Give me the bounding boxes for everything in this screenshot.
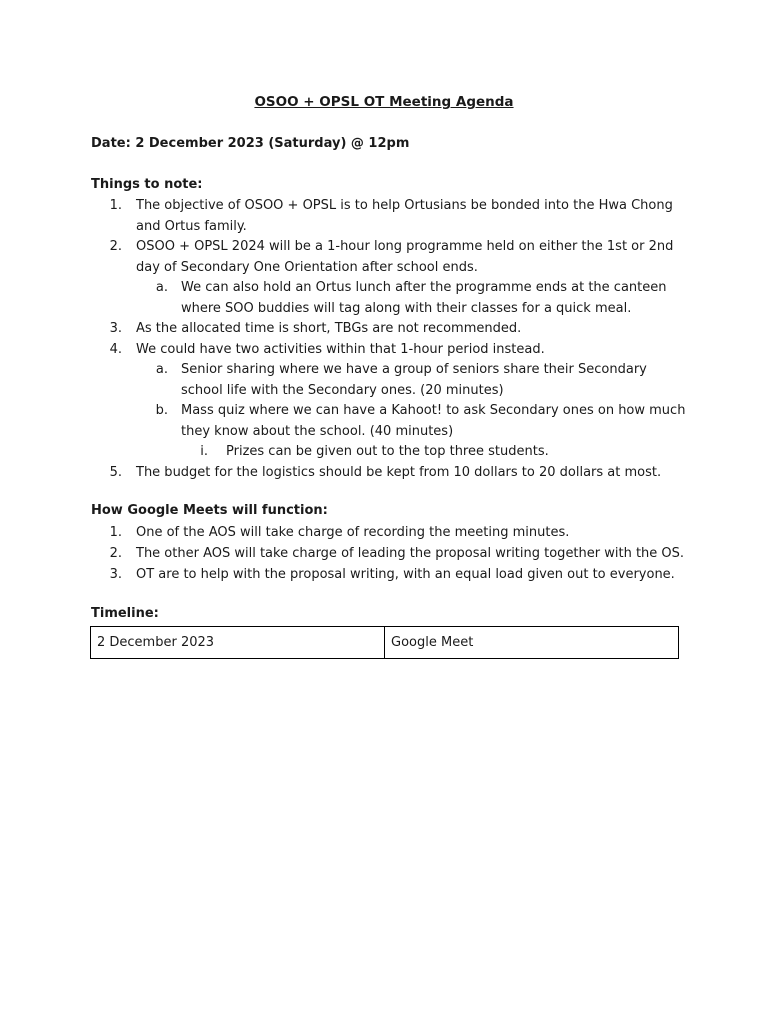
list-number: 3. bbox=[109, 567, 122, 582]
list-item-text: OSOO + OPSL 2024 will be a 1-hour long programme held on either the 1st or 2nd bbox=[136, 239, 674, 254]
list-item-text: As the allocated time is short, TBGs are not recommended. bbox=[136, 321, 522, 336]
list-item-text: Senior sharing where we have a group of seniors share their Secondary bbox=[181, 362, 647, 377]
document-title: OSOO + OPSL OT Meeting Agenda bbox=[254, 94, 514, 110]
list-item-text: Mass quiz where we can have a Kahoot! to ask Secondary ones on how much bbox=[181, 403, 686, 418]
list-item-text: and Ortus family. bbox=[136, 219, 247, 234]
list-number: 3. bbox=[109, 321, 122, 336]
table-row bbox=[91, 627, 679, 659]
list-item-text: Prizes can be given out to the top three students. bbox=[226, 444, 549, 459]
list-item-text: day of Secondary One Orientation after school ends. bbox=[136, 260, 478, 275]
list-number: 1. bbox=[109, 525, 122, 540]
list-item-text: they know about the school. (40 minutes) bbox=[181, 424, 454, 439]
list-roman: i. bbox=[200, 444, 208, 459]
list-number: 4. bbox=[109, 342, 122, 357]
timeline-date-cell: 2 December 2023 bbox=[91, 627, 385, 659]
list-item-text: The objective of OSOO + OPSL is to help Ortusians be bonded into the Hwa Chong bbox=[136, 198, 673, 213]
list-item-text: One of the AOS will take charge of recording the meeting minutes. bbox=[136, 525, 570, 540]
list-letter: a. bbox=[155, 280, 168, 295]
list-number: 5. bbox=[109, 465, 122, 480]
list-item-text: school life with the Secondary ones. (20 minutes) bbox=[181, 383, 504, 398]
list-item-text: where SOO buddies will tag along with their classes for a quick meal. bbox=[181, 301, 632, 316]
list-item-text: The other AOS will take charge of leading the proposal writing together with the OS. bbox=[136, 546, 685, 561]
list-number: 2. bbox=[109, 546, 122, 561]
list-item-text: OT are to help with the proposal writing, with an equal load given out to everyone. bbox=[136, 567, 675, 582]
list-letter: a. bbox=[155, 362, 168, 377]
timeline-platform-cell: Google Meet bbox=[385, 627, 679, 659]
list-letter: b. bbox=[155, 403, 168, 418]
timeline-heading: Timeline: bbox=[91, 606, 159, 621]
meeting-date: Date: 2 December 2023 (Saturday) @ 12pm bbox=[91, 136, 410, 151]
list-item-text: The budget for the logistics should be kept from 10 dollars to 20 dollars at most. bbox=[136, 465, 662, 480]
list-item-text: We can also hold an Ortus lunch after the programme ends at the canteen bbox=[181, 280, 667, 295]
timeline-table bbox=[90, 626, 679, 659]
things-to-note-heading: Things to note: bbox=[91, 177, 203, 192]
list-number: 2. bbox=[109, 239, 122, 254]
google-meets-heading: How Google Meets will function: bbox=[91, 503, 328, 518]
list-item-text: We could have two activities within that 1-hour period instead. bbox=[136, 342, 545, 357]
list-number: 1. bbox=[109, 198, 122, 213]
